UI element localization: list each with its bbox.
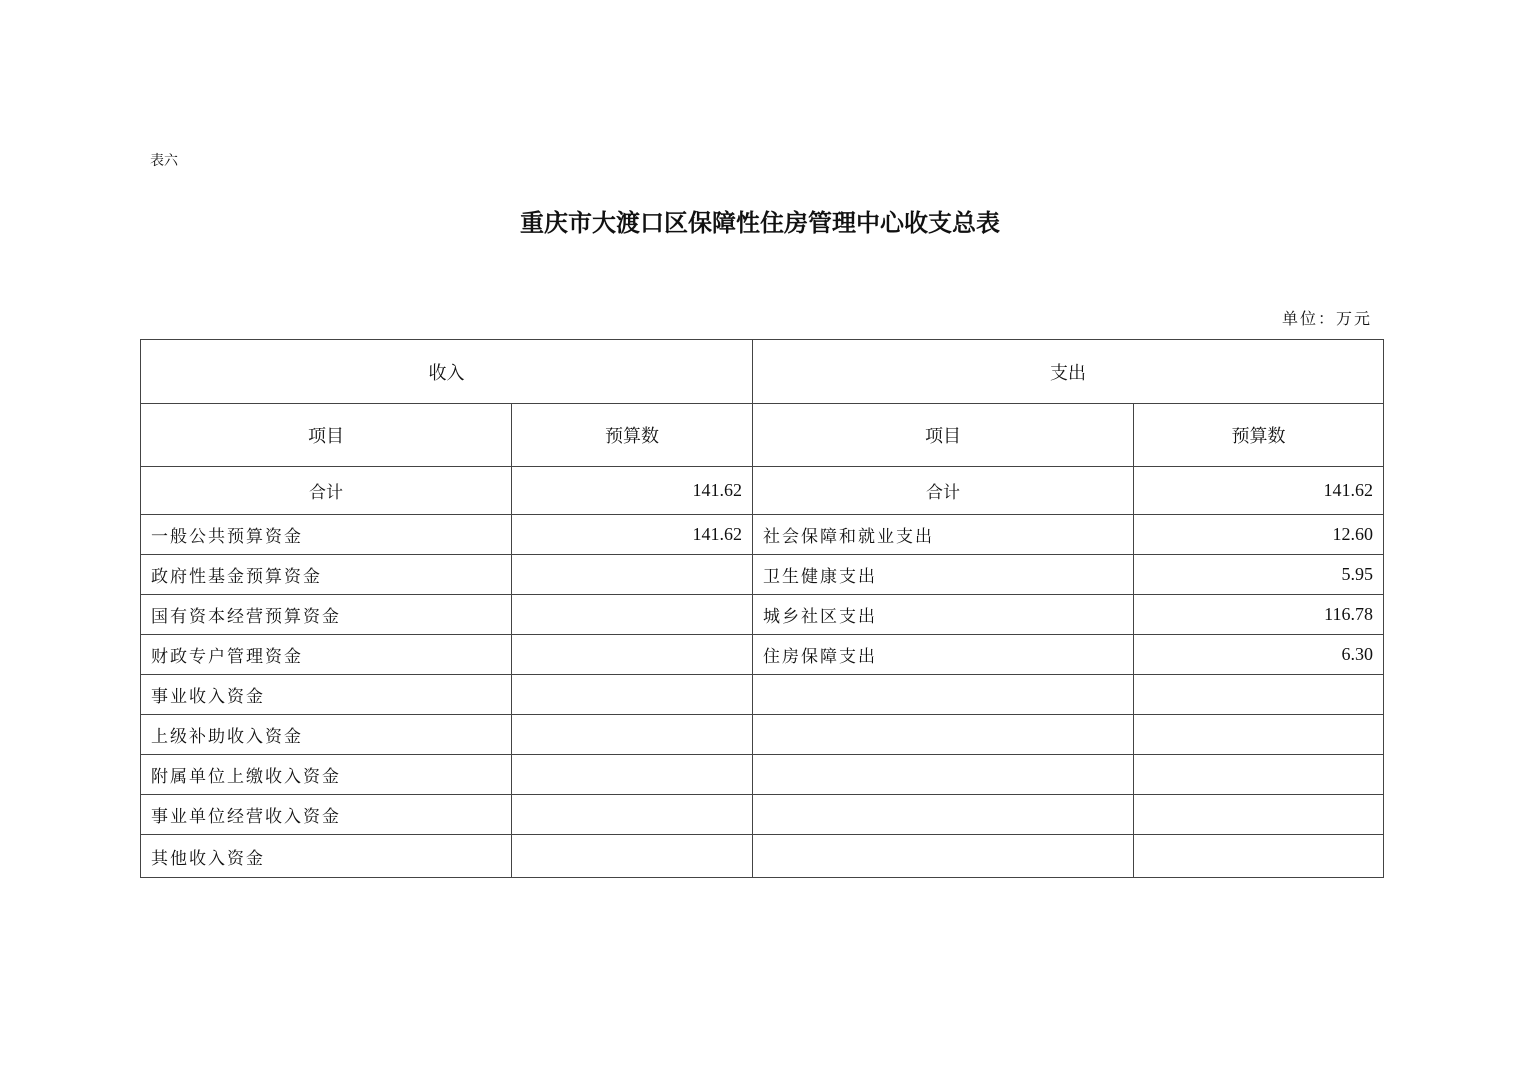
table-row bbox=[141, 555, 1384, 595]
expense-value-cell: 12.60 bbox=[1134, 515, 1384, 555]
income-value-cell bbox=[512, 635, 753, 675]
expense-item-cell bbox=[753, 795, 1134, 835]
table-row bbox=[141, 835, 1384, 878]
expense-item-cell bbox=[753, 835, 1134, 878]
expense-value-cell bbox=[1134, 835, 1384, 878]
expense-value-cell: 6.30 bbox=[1134, 635, 1384, 675]
expense-value-cell: 116.78 bbox=[1134, 595, 1384, 635]
income-total-value: 141.62 bbox=[512, 467, 753, 515]
expense-total-value: 141.62 bbox=[1134, 467, 1384, 515]
expense-total-label: 合计 bbox=[753, 467, 1134, 515]
income-item-cell: 事业收入资金 bbox=[141, 675, 512, 715]
income-section-header: 收入 bbox=[141, 340, 753, 404]
expense-item-cell: 城乡社区支出 bbox=[753, 595, 1134, 635]
income-budget-header: 预算数 bbox=[512, 404, 753, 467]
income-value-cell bbox=[512, 795, 753, 835]
income-item-header: 项目 bbox=[141, 404, 512, 467]
expense-item-cell bbox=[753, 715, 1134, 755]
table-row bbox=[141, 515, 1384, 555]
income-item-cell: 附属单位上缴收入资金 bbox=[141, 755, 512, 795]
income-item-cell: 国有资本经营预算资金 bbox=[141, 595, 512, 635]
income-value-cell: 141.62 bbox=[512, 515, 753, 555]
expense-item-cell: 卫生健康支出 bbox=[753, 555, 1134, 595]
income-item-cell: 一般公共预算资金 bbox=[141, 515, 512, 555]
income-value-cell bbox=[512, 595, 753, 635]
budget-summary-table bbox=[140, 339, 1384, 878]
table-row bbox=[141, 715, 1384, 755]
income-item-cell: 政府性基金预算资金 bbox=[141, 555, 512, 595]
section-header-row bbox=[141, 340, 1384, 404]
expense-value-cell bbox=[1134, 715, 1384, 755]
page-title: 重庆市大渡口区保障性住房管理中心收支总表 bbox=[520, 208, 1000, 237]
expense-value-cell bbox=[1134, 795, 1384, 835]
income-total-label: 合计 bbox=[141, 467, 512, 515]
income-item-cell: 上级补助收入资金 bbox=[141, 715, 512, 755]
expense-budget-header: 预算数 bbox=[1134, 404, 1384, 467]
expense-item-cell: 社会保障和就业支出 bbox=[753, 515, 1134, 555]
income-value-cell bbox=[512, 835, 753, 878]
income-value-cell bbox=[512, 755, 753, 795]
expense-section-header: 支出 bbox=[753, 340, 1384, 404]
table-row bbox=[141, 755, 1384, 795]
expense-item-cell bbox=[753, 675, 1134, 715]
income-value-cell bbox=[512, 715, 753, 755]
column-header-row bbox=[141, 404, 1384, 467]
table-row bbox=[141, 795, 1384, 835]
expense-value-cell bbox=[1134, 675, 1384, 715]
total-row bbox=[141, 467, 1384, 515]
income-item-cell: 其他收入资金 bbox=[141, 835, 512, 878]
table-row bbox=[141, 675, 1384, 715]
expense-value-cell bbox=[1134, 755, 1384, 795]
table-number-label: 表六 bbox=[150, 153, 178, 169]
income-value-cell bbox=[512, 555, 753, 595]
expense-item-header: 项目 bbox=[753, 404, 1134, 467]
income-item-cell: 财政专户管理资金 bbox=[141, 635, 512, 675]
table-row bbox=[141, 595, 1384, 635]
table-row bbox=[141, 635, 1384, 675]
unit-label: 单位：万元 bbox=[1281, 309, 1372, 328]
income-item-cell: 事业单位经营收入资金 bbox=[141, 795, 512, 835]
expense-item-cell bbox=[753, 755, 1134, 795]
expense-value-cell: 5.95 bbox=[1134, 555, 1384, 595]
income-value-cell bbox=[512, 675, 753, 715]
expense-item-cell: 住房保障支出 bbox=[753, 635, 1134, 675]
